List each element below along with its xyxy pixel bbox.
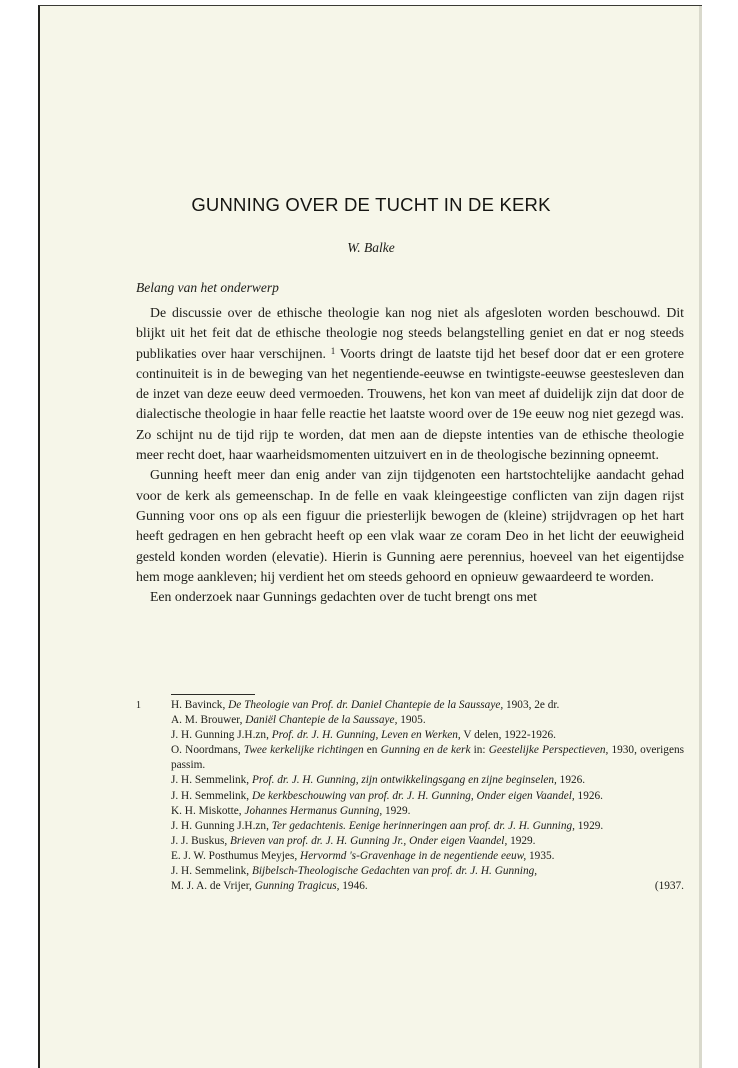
footnote-entry: H. Bavinck, De Theologie van Prof. dr. Daniel Chantepie de la Saussaye, 1903, 2e dr. (171, 699, 560, 711)
scanned-page (38, 5, 702, 1068)
footnote-reference[interactable]: 1 (330, 345, 336, 356)
paragraph-3: Een onderzoek naar Gunnings gedachten over de tucht brengt ons met (150, 589, 537, 605)
paragraph-1-continuation: Voorts dringt de laatste tijd het besef door dat er een grotere continuiteit is in de beweging van het negentiende-eeuwse en twintigste-eeuwse geestesleven dan de inzet van deze eeuw deed vermoeden. Trouwens, het kon van meet af duidelijk zijn dat door de dialectische theologie in haar felle reactie het laatste woord over de 19e eeuw nog niet gezegd was. Zo schijnt nu de tijd rijp te worden, dat men aan de diepste intenties van de ethische theologie meer recht doet, haar waarheidsmomenten uitzuivert en in de theologische bezinning opneemt. (136, 345, 684, 463)
footnote-entry: J. H. Gunning J.H.zn, Prof. dr. J. H. Gunning, Leven en Werken, V delen, 1922-1926. (171, 729, 556, 742)
footnote-continuation-year: (1937. (654, 880, 684, 893)
footnote-entry: J. H. Semmelink, Bijbelsch-Theologische Gedachten van prof. dr. J. H. Gunning, (171, 865, 538, 878)
footnote-entry: J. H. Semmelink, Prof. dr. J. H. Gunning, zijn ontwikkelingsgang en zijne beginselen, 1926. (171, 774, 586, 787)
footnote-entry: J. H. Semmelink, De kerkbeschouwing van prof. dr. J. H. Gunning, Onder eigen Vaandel, 1926. (171, 789, 603, 802)
footnote-divider (171, 694, 255, 695)
paragraph-1 (136, 303, 684, 465)
footnote-entry: A. M. Brouwer, Daniël Chantepie de la Saussaye, 1905. (171, 714, 426, 727)
footnote-number: 1 (136, 700, 141, 711)
footnote-entry: J. J. Buskus, Brieven van prof. dr. J. H. Gunning Jr., Onder eigen Vaandel, 1929. (171, 834, 536, 847)
footnote-entry: O. Noordmans, Twee kerkelijke richtingen en Gunning en de kerk in: Geestelijke Perspectieven, 1930, overigens passim. (171, 744, 685, 772)
page-edge-shade (699, 6, 702, 1068)
article-author: W. Balke (347, 240, 395, 255)
paragraph-1-text: De discussie over de ethische theologie kan nog niet als afgesloten worden beschouwd. Dit blijkt uit het feit dat de ethische theologie nog steeds belangstelling geniet en dat er nog steeds publikaties over haar verschijnen. (136, 305, 684, 361)
footnotes (136, 698, 684, 894)
footnote-entry-last: M. J. A. de Vrijer, Gunning Tragicus, 1946. (1937. (171, 879, 684, 894)
article-body (136, 303, 684, 607)
paragraph-2: Gunning heeft meer dan enig ander van zijn tijdgenoten een hartstochtelijke aandacht gehad voor de kerk als gemeenschap. In de felle en vaak kleingeestige conflicten van zijn dagen rijst Gunning voor ons op als een figuur die priesterlijk bewogen de (kleine) strijdvragen op het hart heeft gedragen en hen gebracht heeft op een vlak waar ze coram Deo in het licht der eeuwigheid gesteld konden worden (elevatie). Hierin is Gunning aere perennius, hoeveel van het eigentijdse hem moge aankleven; hij verdient het om steeds gehoord en opnieuw gewaardeerd te worden. (136, 467, 684, 584)
footnote-entry: K. H. Miskotte, Johannes Hermanus Gunning, 1929. (171, 804, 411, 817)
footnote-entry: E. J. W. Posthumus Meyjes, Hervormd 's-Gravenhage in de negentiende eeuw, 1935. (171, 849, 555, 862)
footnote-entry: J. H. Gunning J.H.zn, Ter gedachtenis. Eenige herinneringen aan prof. dr. J. H. Gunning, 1929. (171, 819, 604, 832)
article-title: GUNNING OVER DE TUCHT IN DE KERK (191, 194, 551, 215)
section-heading: Belang van het onderwerp (136, 280, 279, 295)
footnote-entries (171, 698, 684, 894)
